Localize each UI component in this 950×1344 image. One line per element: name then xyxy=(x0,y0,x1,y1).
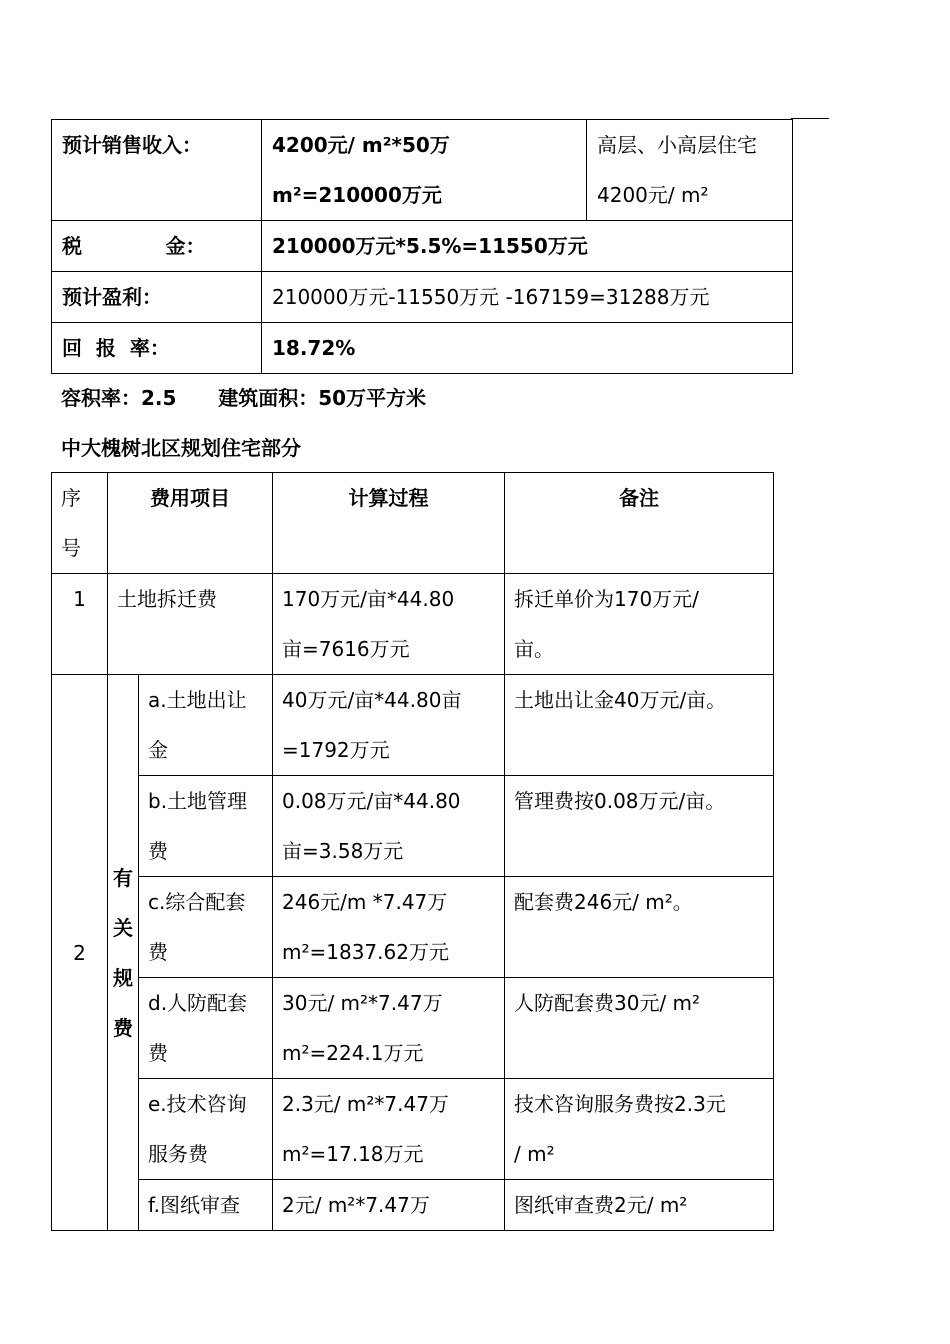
header-item: 费用项目 xyxy=(108,473,273,574)
note-cell: 人防配套费30元/ m² xyxy=(505,978,774,1079)
item-cell: a.土地出让 金 xyxy=(139,675,273,776)
calc-cell: 170万元/亩*44.80 亩=7616万元 xyxy=(273,574,505,675)
summary-table xyxy=(51,119,793,374)
calc-cell: 0.08万元/亩*44.80 亩=3.58万元 xyxy=(273,776,505,877)
label-return-rate: 回 报 率： xyxy=(52,323,262,374)
item-cell: e.技术咨询 服务费 xyxy=(139,1079,273,1180)
header-row xyxy=(52,473,774,574)
table-row xyxy=(52,1180,774,1231)
note-cell: 拆迁单价为170万元/ 亩。 xyxy=(505,574,774,675)
note-cell: 管理费按0.08万元/亩。 xyxy=(505,776,774,877)
value-sales-income: 4200元/ m²*50万 m²=210000万元 xyxy=(262,120,587,221)
label-profit: 预计盈利： xyxy=(52,272,262,323)
header-seq: 序 号 xyxy=(52,473,108,574)
note-sales-income: 高层、小高层住宅 4200元/ m² xyxy=(587,120,793,221)
calc-cell: 2.3元/ m²*7.47万 m²=17.18万元 xyxy=(273,1079,505,1180)
note-cell: 配套费246元/ m²。 xyxy=(505,877,774,978)
table-row xyxy=(52,675,774,776)
item-cell: d.人防配套 费 xyxy=(139,978,273,1079)
cost-table xyxy=(51,472,774,1231)
calc-cell: 2元/ m²*7.47万 xyxy=(273,1180,505,1231)
table-row xyxy=(52,272,793,323)
item-cell: c.综合配套 费 xyxy=(139,877,273,978)
table-row xyxy=(52,877,774,978)
label-tax: 税 金： xyxy=(52,221,262,272)
header-calc: 计算过程 xyxy=(273,473,505,574)
header-note: 备注 xyxy=(505,473,774,574)
table-row xyxy=(52,1079,774,1180)
calc-cell: 40万元/亩*44.80亩 =1792万元 xyxy=(273,675,505,776)
table-row xyxy=(52,978,774,1079)
item-cell: f.图纸审查 xyxy=(139,1180,273,1231)
table-row xyxy=(52,221,793,272)
seq-cell: 2 xyxy=(52,675,108,1231)
item-cell: b.土地管理 费 xyxy=(139,776,273,877)
value-tax: 210000万元*5.5%=11550万元 xyxy=(262,221,793,272)
table-row xyxy=(52,120,793,221)
label-sales-income: 预计销售收入： xyxy=(52,120,262,221)
table-row xyxy=(52,323,793,374)
seq-cell: 1 xyxy=(52,574,108,675)
note-cell: 图纸审查费2元/ m² xyxy=(505,1180,774,1231)
table-row xyxy=(52,574,774,675)
section-title: 中大槐树北区规划住宅部分 xyxy=(61,436,301,460)
calc-cell: 246元/m *7.47万 m²=1837.62万元 xyxy=(273,877,505,978)
plot-ratio-line: 容积率：2.5 建筑面积：50万平方米 xyxy=(61,386,427,410)
note-cell: 土地出让金40万元/亩。 xyxy=(505,675,774,776)
value-profit: 210000万元-11550万元 -167159=31288万元 xyxy=(262,272,793,323)
calc-cell: 30元/ m²*7.47万 m²=224.1万元 xyxy=(273,978,505,1079)
item-cell: 土地拆迁费 xyxy=(108,574,273,675)
table-row xyxy=(52,776,774,877)
value-return-rate: 18.72% xyxy=(262,323,793,374)
group-label: 有 关 规 费 xyxy=(108,675,139,1231)
top-rule xyxy=(791,118,829,119)
note-cell: 技术咨询服务费按2.3元 / m² xyxy=(505,1079,774,1180)
